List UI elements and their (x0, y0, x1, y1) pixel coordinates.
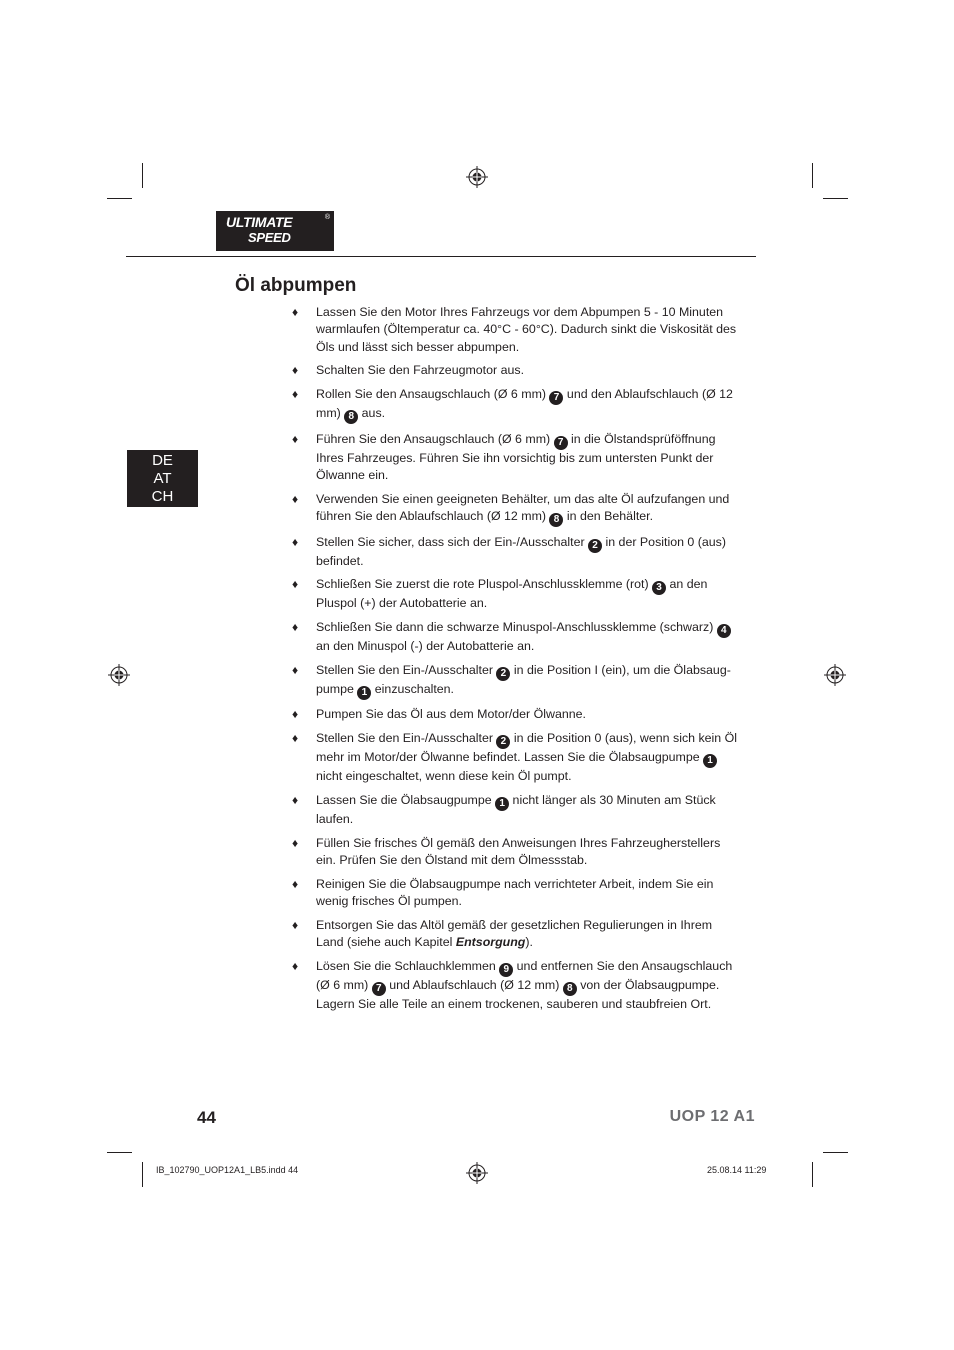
list-item (292, 706, 742, 723)
bullet-icon: ♦ (292, 577, 299, 592)
part-number-badge: 1 (703, 754, 717, 768)
bullet-icon: ♦ (292, 534, 299, 549)
bullet-icon: ♦ (292, 793, 299, 808)
step-text: Verwenden Sie einen geeigneten Behälter, um das alte Öl aufzufangen und führen Sie den Ablaufschlauch (Ø 12 mm) (316, 491, 730, 524)
list-item (292, 491, 742, 527)
print-date-info: 25.08.14 11:29 (707, 1165, 767, 1175)
part-number-badge: 1 (495, 797, 509, 811)
list-item (292, 576, 742, 612)
bullet-icon: ♦ (292, 491, 299, 506)
list-item (292, 534, 742, 570)
list-item (292, 835, 742, 870)
crop-mark (823, 198, 848, 199)
list-item (292, 619, 742, 655)
step-text: in die Position 0 (aus), wenn sich kein Öl mehr im Motor/der Ölwanne befindet. Lassen Sie die Ölabsaugpumpe (316, 731, 738, 765)
step-text: nicht länger als 30 Minuten am Stück laufen. (316, 793, 716, 827)
step-text: Füllen Sie frisches Öl gemäß den Anweisungen Ihres Fahrzeugherstellers ein. Prüfen Sie den Ölstand mit dem Ölmessstab. (316, 835, 721, 868)
step-text: Reinigen Sie die Ölabsaugpumpe nach verrichteter Arbeit, indem Sie ein wenig frisches Öl pumpen. (316, 876, 714, 909)
crop-mark (142, 163, 143, 188)
part-number-badge: 7 (554, 436, 568, 450)
step-text: in die Position I (ein), um die Ölabsaug-pumpe (316, 662, 731, 696)
list-item (292, 876, 742, 911)
crop-mark (107, 198, 132, 199)
step-text: an den Minuspol (-) der Autobatterie an. (316, 639, 535, 654)
page-title: Öl abpumpen (235, 275, 357, 296)
list-item (292, 304, 742, 356)
step-text: Stellen Sie den Ein-/Ausschalter (316, 731, 497, 746)
bullet-icon: ♦ (292, 662, 299, 677)
part-number-badge: 3 (652, 581, 666, 595)
crop-mark (107, 1152, 132, 1153)
header-rule (126, 256, 756, 257)
part-number-badge: 9 (499, 963, 513, 977)
step-text: Schließen Sie zuerst die rote Pluspol-Anschlussklemme (rot) (316, 577, 653, 592)
step-text: Schließen Sie dann die schwarze Minuspol-Anschlussklemme (schwarz) (316, 620, 717, 635)
language-de: DE (152, 452, 173, 469)
bullet-icon: ♦ (292, 431, 299, 446)
step-text: und den Ablaufschlauch (Ø 12 mm) (316, 387, 733, 421)
step-text: in die Ölstandsprüföffnung Ihres Fahrzeuges. Führen Sie ihn vorsichtig bis zum untersten Punkt der Ölwanne ein. (316, 431, 716, 482)
registration-mark-icon (466, 1162, 488, 1184)
step-text: und entfernen Sie den Ansaugschlauch (Ø 6 mm) (316, 959, 733, 993)
step-text: in der Position 0 (aus) befindet. (316, 534, 726, 568)
crop-mark (823, 1152, 848, 1153)
list-item (292, 362, 742, 379)
language-ch: CH (151, 488, 174, 505)
part-number-badge: 8 (549, 513, 563, 527)
part-number-badge: 2 (496, 667, 510, 681)
bullet-icon: ♦ (292, 959, 299, 974)
list-item (292, 730, 742, 785)
part-number-badge: 7 (549, 391, 563, 405)
step-text: und Ablaufschlauch (Ø 12 mm) (385, 978, 563, 993)
list-item (292, 917, 742, 952)
bullet-icon: ♦ (292, 835, 299, 850)
list-item (292, 792, 742, 828)
page-number: 44 (197, 1108, 216, 1127)
brand-logo (216, 211, 334, 251)
step-text: in den Behälter. (563, 509, 654, 524)
brand-line1: ULTIMATE (226, 214, 293, 230)
crop-mark (812, 1162, 813, 1187)
part-number-badge: 4 (717, 624, 731, 638)
list-item (292, 958, 742, 1013)
language-tab (127, 450, 198, 507)
crop-mark (812, 163, 813, 188)
step-text: Rollen Sie den Ansaugschlauch (Ø 6 mm) (316, 387, 550, 402)
part-number-badge: 2 (496, 735, 510, 749)
registration-mark-icon (108, 664, 130, 686)
step-text: Lassen Sie den Motor Ihres Fahrzeugs vor dem Abpumpen 5 - 10 Minuten warmlaufen (Öltemperatur ca. 40°C - 60°C). Dadurch sinkt die Viskosität des Öls und lässt sich besser abpumpen. (316, 305, 737, 354)
step-text: Pumpen Sie das Öl aus dem Motor/der Ölwanne. (316, 707, 586, 722)
step-text: Schalten Sie den Fahrzeugmotor aus. (316, 363, 525, 378)
step-text: von der Ölabsaugpumpe. Lagern Sie alle Teile an einem trockenen, sauberen und staubfreien Ort. (316, 978, 720, 1012)
step-text: Stellen Sie sicher, dass sich der Ein-/Ausschalter (316, 534, 589, 549)
part-number-badge: 7 (372, 982, 386, 996)
step-text: einzuschalten. (371, 681, 455, 696)
step-text: Lassen Sie die Ölabsaugpumpe (316, 793, 496, 808)
bullet-icon: ♦ (292, 707, 299, 722)
bullet-icon: ♦ (292, 876, 299, 891)
chapter-reference: Entsorgung (455, 935, 526, 950)
bullet-icon: ♦ (292, 305, 299, 319)
brand-line2: SPEED (248, 230, 291, 245)
step-text: aus. (358, 406, 386, 421)
registration-mark-icon (466, 166, 488, 188)
step-text: Stellen Sie den Ein-/Ausschalter (316, 662, 497, 677)
step-text: Führen Sie den Ansaugschlauch (Ø 6 mm) (316, 431, 554, 446)
step-text: an den Pluspol (+) der Autobatterie an. (316, 577, 708, 611)
crop-mark (142, 1162, 143, 1187)
bullet-icon: ♦ (292, 363, 299, 378)
bullet-icon: ♦ (292, 918, 299, 933)
part-number-badge: 1 (357, 686, 371, 700)
part-number-badge: 2 (588, 539, 602, 553)
step-text: Lösen Sie die Schlauchklemmen (316, 959, 500, 974)
list-item (292, 662, 742, 700)
part-number-badge: 8 (563, 982, 577, 996)
language-at: AT (153, 470, 172, 487)
model-number: UOP 12 A1 (669, 1108, 755, 1125)
brand-mark: ® (324, 214, 330, 221)
bullet-icon: ♦ (292, 620, 299, 635)
registration-mark-icon (824, 664, 846, 686)
part-number-badge: 8 (344, 410, 358, 424)
step-text: Entsorgen Sie das Altöl gemäß der gesetzlichen Regulierungen in Ihrem Land (siehe auch Kapitel (316, 918, 713, 950)
step-text: nicht eingeschaltet, wenn diese kein Öl pumpt. (316, 769, 572, 784)
print-file-info: IB_102790_UOP12A1_LB5.indd 44 (156, 1165, 299, 1175)
bullet-icon: ♦ (292, 731, 299, 746)
list-item (292, 386, 742, 424)
step-text: ). (525, 935, 533, 950)
instruction-list (292, 304, 742, 1020)
list-item (292, 431, 742, 485)
bullet-icon: ♦ (292, 387, 299, 402)
